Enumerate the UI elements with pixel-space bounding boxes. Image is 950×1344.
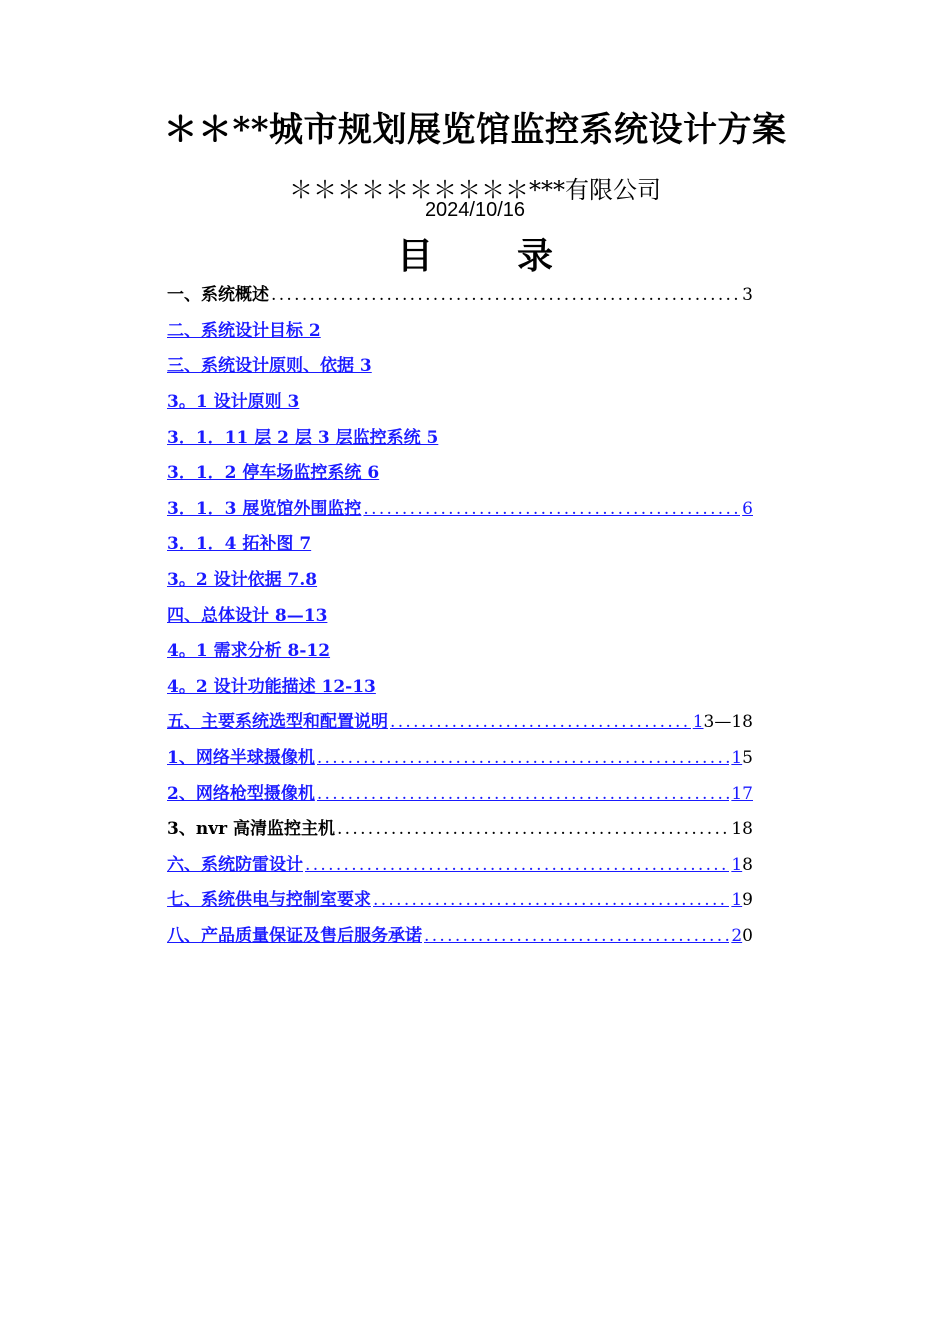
- toc-page-number: 2: [731, 925, 743, 946]
- toc-page-number: 1: [692, 712, 704, 733]
- toc-entry-title: 1、网络半球摄像机: [167, 748, 315, 769]
- toc-entry[interactable]: [167, 702, 753, 738]
- toc-dot-leader: [305, 855, 729, 875]
- toc-entry-line: [167, 636, 330, 661]
- toc-entry-line: [167, 423, 438, 448]
- toc-entry-title: 二、系统设计目标 2: [167, 320, 321, 341]
- toc-entry-line: [167, 850, 753, 875]
- toc-entry-line: [167, 814, 753, 839]
- toc-page-number: 1: [731, 748, 743, 769]
- toc-entry-line: [167, 494, 753, 519]
- toc-page-number-tail: 9: [742, 890, 753, 911]
- toc-entry[interactable]: [167, 773, 753, 809]
- toc-entry-title: 三、系统设计原则、依据 3: [167, 356, 372, 377]
- toc-entry-title: 3。1 设计原则 3: [167, 392, 300, 413]
- toc-entry-line: [167, 565, 317, 590]
- toc-entry-line: [167, 601, 327, 626]
- toc-entry-title: 3、nvr 高清监控主机: [167, 819, 335, 840]
- toc-entry-title: 3。2 设计依据 7.8: [167, 570, 318, 591]
- document-date: 2024/10/16: [424, 199, 526, 221]
- toc-entry-title: 4。1 需求分析 8-12: [167, 641, 331, 662]
- document-title: ＊＊**城市规划展览馆监控系统设计方案: [163, 110, 787, 150]
- toc-entry-title: 3．1．3 展览馆外围监控: [167, 498, 362, 519]
- toc-entry-line: [167, 672, 376, 697]
- toc-page-number: 6: [742, 498, 753, 519]
- toc-entry-line: [167, 885, 753, 910]
- toc-entry-line: [167, 280, 753, 305]
- toc-entry-title: 八、产品质量保证及售后服务承诺: [167, 925, 422, 946]
- toc-page-number-tail: 5: [742, 748, 753, 769]
- toc-dot-leader: [373, 890, 729, 910]
- toc-entry-title: 五、主要系统选型和配置说明: [167, 712, 388, 733]
- toc-entry[interactable]: [167, 845, 753, 881]
- toc-page-number-tail: 3—18: [703, 712, 753, 733]
- toc-entry: [167, 275, 753, 311]
- toc-entry-line: [167, 529, 311, 554]
- toc-dot-leader: [363, 499, 740, 519]
- toc-dot-leader: [317, 748, 730, 768]
- toc-dot-leader: [271, 285, 740, 305]
- toc-entry[interactable]: [167, 595, 753, 631]
- toc-entry[interactable]: [167, 916, 753, 952]
- toc-page-number: 3: [742, 285, 753, 306]
- toc-heading: 目录: [396, 236, 637, 277]
- toc-entry-title: 3．1．2 停车场监控系统 6: [167, 463, 380, 484]
- company-name: ＊＊＊＊＊＊＊＊＊＊***有限公司: [289, 176, 661, 204]
- toc-entry-line: [167, 316, 321, 341]
- toc-entry[interactable]: [167, 489, 753, 525]
- toc-entry-title: 一、系统概述: [167, 285, 269, 306]
- toc-entry-line: [167, 921, 753, 946]
- toc-entry-line: [167, 387, 299, 412]
- toc-entry[interactable]: [167, 311, 753, 347]
- toc-entry: [167, 809, 753, 845]
- table-of-contents: [167, 275, 753, 951]
- toc-entry[interactable]: [167, 453, 753, 489]
- toc-entry-title: 2、网络枪型摄像机: [167, 783, 315, 804]
- toc-entry-title: 3．1．11 层 2 层 3 层监控系统 5: [167, 427, 439, 448]
- toc-entry[interactable]: [167, 667, 753, 703]
- toc-dot-leader: [390, 712, 691, 732]
- toc-entry-title: 4。2 设计功能描述 12-13: [167, 676, 376, 697]
- toc-entry-line: [167, 351, 372, 376]
- toc-entry[interactable]: [167, 346, 753, 382]
- toc-page-number-tail: 8: [742, 854, 753, 875]
- toc-page-number: 1: [731, 890, 743, 911]
- toc-page-number: 1: [731, 854, 743, 875]
- toc-dot-leader: [424, 926, 729, 946]
- toc-page-number: 17: [731, 783, 753, 804]
- toc-entry-line: [167, 707, 753, 732]
- toc-entry-line: [167, 779, 753, 804]
- toc-entry-line: [167, 743, 753, 768]
- toc-entry[interactable]: [167, 880, 753, 916]
- toc-entry-line: [167, 458, 379, 483]
- toc-entry[interactable]: [167, 417, 753, 453]
- toc-entry[interactable]: [167, 382, 753, 418]
- toc-entry-title: 七、系统供电与控制室要求: [167, 890, 371, 911]
- toc-page-number-tail: 0: [742, 925, 753, 946]
- toc-page-number: 18: [731, 819, 753, 840]
- toc-entry[interactable]: [167, 560, 753, 596]
- toc-entry[interactable]: [167, 524, 753, 560]
- toc-entry[interactable]: [167, 738, 753, 774]
- toc-entry-title: 六、系统防雷设计: [167, 854, 303, 875]
- toc-entry-title: 四、总体设计 8—13: [167, 605, 328, 626]
- toc-dot-leader: [317, 784, 730, 804]
- toc-dot-leader: [337, 819, 729, 839]
- toc-entry-title: 3．1．4 拓补图 7: [167, 534, 312, 555]
- toc-entry[interactable]: [167, 631, 753, 667]
